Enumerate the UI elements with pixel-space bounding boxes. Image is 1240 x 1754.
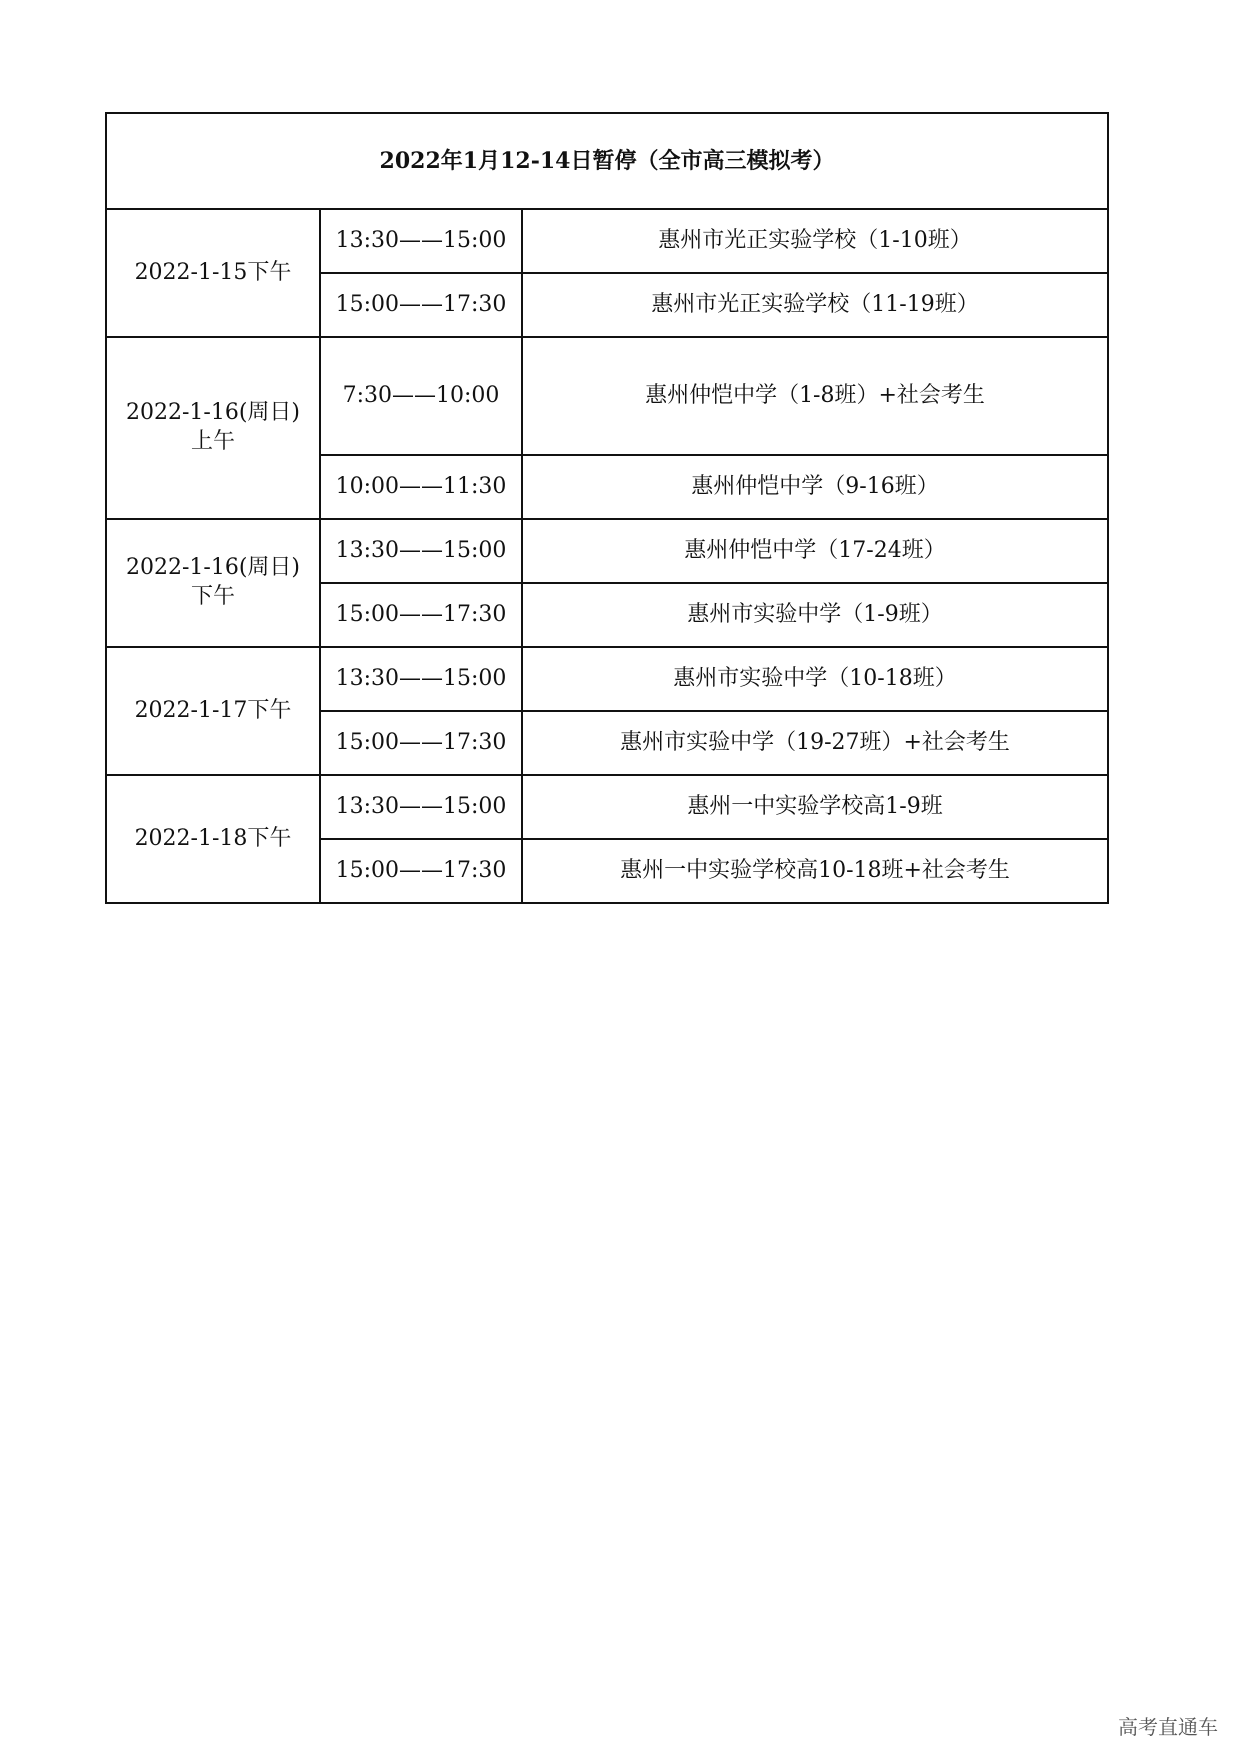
school-cell: 惠州仲恺中学（9-16班） [522, 455, 1108, 519]
title-row [106, 113, 1108, 209]
time-cell: 15:00——17:30 [320, 839, 522, 903]
table-row [106, 209, 1108, 273]
time-cell: 10:00——11:30 [320, 455, 522, 519]
time-cell: 13:30——15:00 [320, 519, 522, 583]
table-row [106, 337, 1108, 455]
time-cell: 7:30——10:00 [320, 337, 522, 455]
time-cell: 15:00——17:30 [320, 273, 522, 337]
date-cell [106, 647, 320, 775]
school-cell: 惠州仲恺中学（1-8班）+社会考生 [522, 337, 1108, 455]
date-line-1: 2022-1-15下午 [134, 259, 292, 285]
school-cell: 惠州市光正实验学校（1-10班） [522, 209, 1108, 273]
date-cell [106, 775, 320, 903]
date-line-2: 下午 [190, 584, 235, 609]
school-cell: 惠州仲恺中学（17-24班） [522, 519, 1108, 583]
time-cell: 13:30——15:00 [320, 209, 522, 273]
school-cell: 惠州市实验中学（10-18班） [522, 647, 1108, 711]
time-cell: 15:00——17:30 [320, 583, 522, 647]
school-cell: 惠州一中实验学校高1-9班 [522, 775, 1108, 839]
date-line-1: 2022-1-16(周日) [125, 400, 300, 426]
schedule-title: 2022年1月12-14日暂停（全市高三模拟考） [106, 113, 1108, 209]
school-cell: 惠州市光正实验学校（11-19班） [522, 273, 1108, 337]
table-row [106, 519, 1108, 583]
table-row [106, 647, 1108, 711]
time-cell: 15:00——17:30 [320, 711, 522, 775]
time-cell: 13:30——15:00 [320, 647, 522, 711]
date-line-1: 2022-1-16(周日) [125, 555, 300, 581]
watermark: 高考直通车 [1118, 1715, 1218, 1739]
table-row [106, 775, 1108, 839]
time-cell: 13:30——15:00 [320, 775, 522, 839]
date-line-1: 2022-1-18下午 [134, 825, 292, 851]
schedule-table [105, 112, 1109, 904]
date-cell [106, 519, 320, 647]
date-line-1: 2022-1-17下午 [134, 697, 292, 723]
school-cell: 惠州一中实验学校高10-18班+社会考生 [522, 839, 1108, 903]
school-cell: 惠州市实验中学（19-27班）+社会考生 [522, 711, 1108, 775]
school-cell: 惠州市实验中学（1-9班） [522, 583, 1108, 647]
date-line-2: 上午 [190, 429, 235, 454]
date-cell [106, 337, 320, 519]
date-cell [106, 209, 320, 337]
